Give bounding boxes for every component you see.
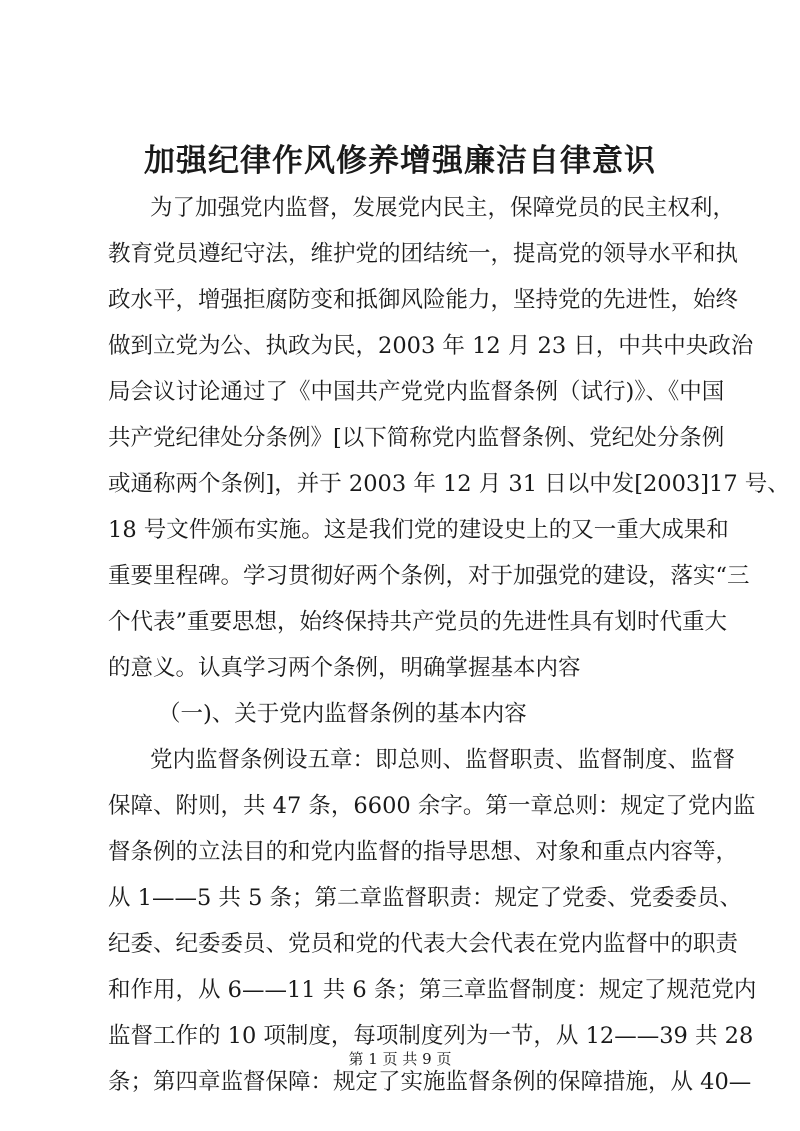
body-line: 个代表”重要思想，始终保持共产党员的先进性具有划时代重大 <box>108 609 728 635</box>
document-title: 加强纪律作风修养增强廉洁自律意识 <box>144 143 656 179</box>
page-footer: 第 1 页 共 9 页 <box>348 1050 452 1068</box>
body-line: 和作用，从 6——11 共 6 条；第三章监督制度：规定了规范党内 <box>108 977 757 1003</box>
body-line: 监督工作的 10 项制度，每项制度列为一节，从 12——39 共 28 <box>108 1023 754 1049</box>
body-line: 保障、附则，共 47 条，6600 余字。第一章总则：规定了党内监 <box>108 793 756 819</box>
body-line: 党内监督条例设五章：即总则、监督职责、监督制度、监督 <box>150 747 736 773</box>
body-line: 18 号文件颁布实施。这是我们党的建设史上的又一重大成果和 <box>108 517 729 543</box>
body-line: 的意义。认真学习两个条例，明确掌握基本内容 <box>108 655 581 681</box>
section-heading: （一)、关于党内监督条例的基本内容 <box>158 701 527 727</box>
body-line: 共产党纪律处分条例》[以下简称党内监督条例、党纪处分条例 <box>108 425 725 451</box>
body-line: 局会议讨论通过了《中国共产党党内监督条例（试行)》、《中国 <box>108 379 725 405</box>
body-line: 为了加强党内监督，发展党内民主，保障党员的民主权利， <box>150 195 736 221</box>
document-body <box>108 185 790 1105</box>
body-line: 从 1——5 共 5 条；第二章监督职责：规定了党委、党委委员、 <box>108 885 743 911</box>
body-line: 做到立党为公、执政为民，2003 年 12 月 23 日，中共中央政治 <box>108 333 754 359</box>
body-line: 政水平，增强拒腐防变和抵御风险能力，坚持党的先进性，始终 <box>108 287 739 313</box>
body-line: 督条例的立法目的和党内监督的指导思想、对象和重点内容等， <box>108 839 739 865</box>
body-line: 教育党员遵纪守法，维护党的团结统一，提高党的领导水平和执 <box>108 241 739 267</box>
body-line: 或通称两个条例]，并于 2003 年 12 月 31 日以中发[2003]17 号、 <box>108 471 790 497</box>
body-line: 纪委、纪委委员、党员和党的代表大会代表在党内监督中的职责 <box>108 931 739 957</box>
body-line: 条；第四章监督保障：规定了实施监督条例的保障措施，从 40— <box>108 1069 752 1095</box>
body-line: 重要里程碑。学习贯彻好两个条例，对于加强党的建设，落实“三 <box>108 563 750 589</box>
